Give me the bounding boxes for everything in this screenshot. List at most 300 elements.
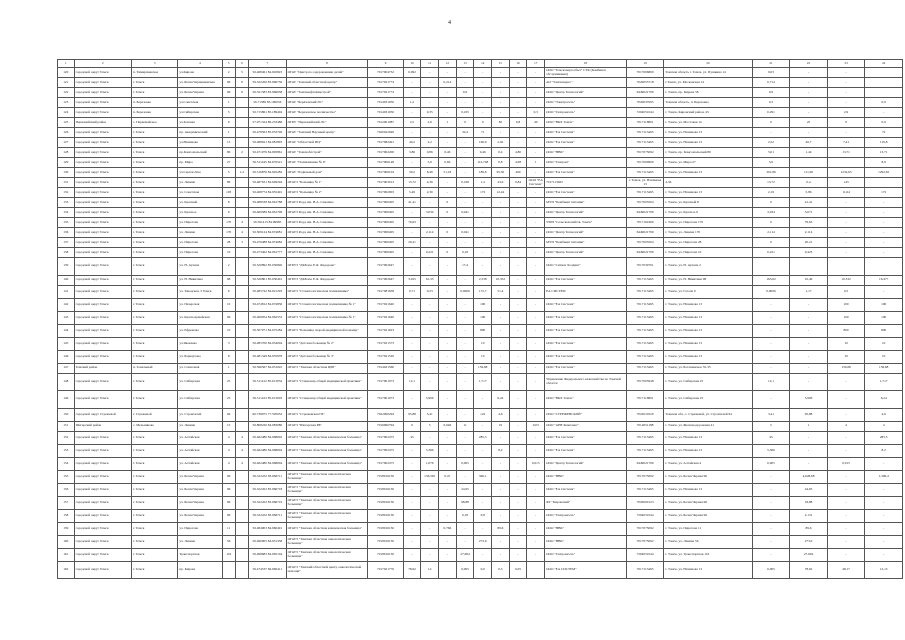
table-cell: 13,72 — [403, 178, 421, 188]
table-cell: г. Томск — [132, 285, 178, 298]
table-cell: городской округ Томск — [74, 444, 131, 457]
table-cell: 0,766 — [439, 522, 457, 535]
table-cell: 7017113465 — [626, 324, 664, 337]
table-cell: 7017075092 — [626, 522, 664, 535]
header-cell: 3 — [132, 60, 178, 68]
table-cell: 0 — [403, 421, 421, 431]
table-cell: г. Томск — [132, 350, 178, 363]
table-cell: 4,36 — [664, 178, 752, 188]
table-cell: 7017003013 — [368, 178, 403, 188]
table-cell: - — [790, 78, 828, 88]
table-cell: - — [527, 248, 545, 258]
table-cell: г. Томск, ул. Нахимова 13 — [664, 444, 752, 457]
table-cell: 56 — [222, 535, 235, 548]
table-cell: - — [474, 496, 492, 509]
table-cell: 96 — [222, 470, 235, 483]
table-cell: - — [474, 248, 492, 258]
table-cell: 7017113465 — [626, 444, 664, 457]
table-row — [58, 324, 903, 337]
table-cell: - — [827, 470, 865, 483]
table-cell: 0,3 — [527, 108, 545, 118]
table-cell: 7017021770 — [368, 561, 403, 579]
table-row — [58, 483, 903, 496]
table-cell: 8,46 — [421, 168, 439, 178]
table-cell: городской округ Томск — [74, 285, 131, 298]
table-cell: 7017006104 — [368, 168, 403, 178]
table-cell: городской округ Томск — [74, 248, 131, 258]
table-cell — [235, 509, 248, 522]
table-cell: 125 — [58, 118, 75, 128]
table-cell: 7017000405 — [368, 218, 403, 228]
table-cell — [752, 258, 790, 276]
table-cell: 56.488538 84.961788 — [249, 198, 287, 208]
table-cell: 159,68 — [865, 363, 903, 373]
table-cell: г. Томск — [132, 391, 178, 409]
table-cell: 56.462480 84.968604 — [249, 457, 287, 470]
table-cell: - — [509, 337, 527, 350]
table-cell: - — [474, 548, 492, 561]
table-cell: 7017021640 — [368, 298, 403, 311]
table-cell: 56.322452 83.966718 — [249, 483, 287, 496]
table-row — [58, 285, 903, 298]
table-cell: 4 — [865, 421, 903, 431]
table-cell: г. Томск, ул. Железнодорожная 41 — [664, 421, 752, 431]
table-cell: 2,6 — [421, 118, 439, 128]
table-cell: 0,423 — [790, 248, 828, 258]
table-cell: 7017001073 — [368, 373, 403, 391]
table-cell: г. Томск, ул. Красный 8 — [664, 198, 752, 208]
table-cell: 9 — [235, 78, 248, 88]
table-cell: г. Томск, ул. Мостовая 14 — [664, 118, 752, 128]
table-cell: - — [403, 483, 421, 496]
table-cell: - — [752, 337, 790, 350]
table-cell: - — [439, 138, 457, 148]
table-cell: - — [492, 208, 510, 218]
table-cell: - — [492, 509, 510, 522]
table-row — [58, 535, 903, 548]
table-cell: - — [456, 275, 474, 285]
table-cell: - — [456, 138, 474, 148]
table-cell: - — [456, 198, 474, 208]
table-cell: городской округ Томск — [74, 561, 131, 579]
table-cell: 100 — [474, 311, 492, 324]
table-cell: - — [439, 285, 457, 298]
table-cell: 0,9 — [456, 88, 474, 98]
table-cell: городской округ Томск — [74, 324, 131, 337]
table-cell: г. Томск — [132, 561, 178, 579]
table-cell: 0,8 — [492, 158, 510, 168]
table-cell: ул.Кирова — [178, 68, 222, 78]
table-cell: - — [509, 198, 527, 208]
table-cell: г. Томск, ул. Ленина 56 — [664, 535, 752, 548]
table-cell: ул. Красный — [178, 198, 222, 208]
table-cell: - — [509, 522, 527, 535]
table-cell: ул. Алтайская — [178, 444, 222, 457]
table-cell: 0 — [752, 218, 790, 228]
table-cell: 7017113465 — [626, 138, 664, 148]
table-cell: - — [474, 218, 492, 228]
table-cell: Томская обл., г. Стрежевой, ул. Строителей 94 — [664, 408, 752, 421]
table-cell: - — [790, 108, 828, 118]
table-cell: городской округ Томск — [74, 509, 131, 522]
table-cell: 56.485700 84.954004 — [249, 337, 287, 350]
table-cell — [235, 311, 248, 324]
table-cell: - — [752, 298, 790, 311]
table-cell: - — [456, 350, 474, 363]
table-cell: - — [752, 350, 790, 363]
table-cell: 7204051044 — [626, 108, 664, 118]
table-cell: - — [827, 444, 865, 457]
table-cell: 460 — [509, 168, 527, 178]
table-cell: городской округ Томск — [74, 311, 131, 324]
table-cell: 1 — [439, 118, 457, 128]
table-cell: 56.476488 84.974682 — [249, 238, 287, 248]
header-cell: 13 — [456, 60, 474, 68]
table-cell: 78,62 — [403, 561, 421, 579]
table-cell: - — [527, 78, 545, 88]
table-cell: 0,041 — [456, 208, 474, 218]
table-cell: Томская область г. Томск, ул. Пушкина 14 — [664, 68, 752, 78]
table-cell: - — [474, 78, 492, 88]
table-cell: 8,2 — [492, 444, 510, 457]
table-cell: - — [474, 98, 492, 108]
table-cell: ул. Белая Черная — [178, 509, 222, 522]
table-cell: ООО "ЕА Система" — [545, 128, 627, 138]
table-cell: Управление Федерального казначейства по Томской области — [545, 373, 627, 391]
table-cell: - — [492, 535, 510, 548]
table-cell: 56.487631 84.949294 — [249, 178, 287, 188]
table-cell: 78,62 — [790, 561, 828, 579]
table-cell: 7017113465 — [626, 483, 664, 496]
table-cell: - — [403, 324, 421, 337]
table-cell: - — [509, 238, 527, 248]
table-cell: - — [492, 431, 510, 444]
table-cell: 17,4 — [456, 258, 474, 276]
table-cell: 5 — [752, 421, 790, 431]
table-cell: 0,8 — [474, 509, 492, 522]
table-cell: 6,24 — [492, 391, 510, 409]
table-cell: 144 — [58, 324, 75, 337]
table-cell: - — [421, 496, 439, 509]
table-cell: 7017006800 — [626, 68, 664, 78]
table-cell: 100 — [474, 298, 492, 311]
table-cell: - — [509, 324, 527, 337]
table-cell: г. Томск, ул. Гоголя 9 — [664, 285, 752, 298]
table-cell: 56.462480 84.968602 — [249, 431, 287, 444]
table-cell: 143 — [827, 178, 865, 188]
table-cell: городской округ Томск — [74, 522, 131, 535]
table-cell: городской округ Томск — [74, 88, 131, 98]
table-cell: - — [492, 373, 510, 391]
table-cell: - — [527, 198, 545, 208]
table-cell: 7018016130 — [368, 509, 403, 522]
table-cell: 0 — [752, 238, 790, 248]
table-cell: - — [439, 483, 457, 496]
table-cell: 7017002647 — [368, 258, 403, 276]
table-cell: 7017003504 — [626, 238, 664, 248]
table-cell: г. Томск — [132, 148, 178, 158]
table-cell: г. Томск, ул. Красное 6 — [664, 208, 752, 218]
table-cell: городской округ Томск — [74, 457, 131, 470]
table-cell: 10 — [474, 337, 492, 350]
table-cell: 2 — [222, 258, 235, 276]
table-cell: - — [527, 208, 545, 218]
table-cell: ул. Алтайская — [178, 457, 222, 470]
table-cell: - — [421, 311, 439, 324]
table-cell: - — [509, 258, 527, 276]
table-cell: - — [474, 444, 492, 457]
header-cell: 14 — [474, 60, 492, 68]
table-cell: - — [509, 509, 527, 522]
table-cell: - — [527, 275, 545, 285]
table-cell: - — [456, 298, 474, 311]
table-cell: 0,05 — [509, 561, 527, 579]
table-cell: ООО "Газпром" — [545, 158, 627, 168]
table-cell: городской округ Томск — [74, 98, 131, 108]
table-cell: - — [474, 88, 492, 98]
table-cell: 10 — [474, 350, 492, 363]
table-cell: 56.490005 84.951358 — [249, 535, 287, 548]
table-cell: ОГАУ "Томский Научный центр" — [286, 128, 368, 138]
table-cell: 56.516876 84.945282 — [249, 168, 287, 178]
table-cell: городской округ Томск — [74, 470, 131, 483]
table-cell: 0,005 — [752, 457, 790, 470]
table-cell: 7017001073 — [368, 391, 403, 409]
table-cell: - — [421, 431, 439, 444]
table-cell: 0,9 — [865, 98, 903, 108]
table-cell: - — [752, 509, 790, 522]
table-cell — [527, 561, 545, 579]
table-cell: - — [492, 88, 510, 98]
table-cell: 79,63 — [790, 218, 828, 228]
table-cell: ул. Белая Черная — [178, 496, 222, 509]
table-cell: - — [752, 128, 790, 138]
table-cell: ООО "Центр Технологий" — [545, 228, 627, 238]
table-cell: - — [790, 337, 828, 350]
table-cell: 2,2 — [421, 138, 439, 148]
table-cell: - — [439, 457, 457, 470]
table-cell: ул. Ленина — [178, 178, 222, 188]
table-cell: 6449021790 — [626, 248, 664, 258]
table-row — [58, 148, 903, 158]
header-cell: 7 — [249, 60, 287, 68]
table-cell: 56.511423 85.013003 — [249, 391, 287, 409]
table-cell: пр. Академический — [178, 128, 222, 138]
table-cell: ОГАУЗ "Шегарская РБ" — [286, 421, 368, 431]
table-cell: 12,1 — [752, 373, 790, 391]
table-cell: г. Томск, ул. Нахимова 13 — [664, 431, 752, 444]
table-cell: 0,005 — [456, 457, 474, 470]
table-cell: - — [527, 138, 545, 148]
table-cell: 82 — [492, 118, 510, 128]
table-cell: 56.591413 84.99985 — [249, 218, 287, 228]
table-cell: - — [439, 218, 457, 228]
table-cell: 159 — [58, 522, 75, 535]
table-cell: 7017021774 — [368, 78, 403, 88]
table-cell: ОГАУЗ Родд. им. Н.А. Семашко — [286, 198, 368, 208]
table-cell: 56.322452 83.966711 — [249, 509, 287, 522]
table-cell: - — [527, 522, 545, 535]
table-cell: ОГАУЗ "Томская областная онкологическая больница" — [286, 548, 368, 561]
table-cell: ОГАУЗ Родд. им. Н.А. Семашко — [286, 228, 368, 238]
table-cell — [865, 68, 903, 78]
table-cell: 2,131 — [790, 509, 828, 522]
table-cell: - — [474, 457, 492, 470]
table-cell: 7017113465 — [626, 350, 664, 363]
table-cell: 0,4 — [790, 178, 828, 188]
table-cell: 2,114 — [752, 228, 790, 238]
table-cell: 10 — [222, 298, 235, 311]
table-cell: 155 — [58, 470, 75, 483]
page-number: 4 — [448, 20, 451, 26]
table-cell: 7017113465 — [545, 178, 627, 188]
table-cell: - — [403, 228, 421, 238]
table-cell — [235, 470, 248, 483]
table-cell: ул. Белая Черная — [178, 470, 222, 483]
table-cell: - — [527, 363, 545, 373]
table-cell: 5,01 — [752, 148, 790, 158]
table-cell: - — [456, 522, 474, 535]
table-cell: 0,0 — [474, 561, 492, 579]
table-cell: ООО "Центр Технологий" — [545, 208, 627, 218]
table-cell: 5,49 — [403, 188, 421, 198]
table-cell: - — [827, 548, 865, 561]
table-cell: 1 — [222, 98, 235, 108]
table-cell: городской округ Томск — [74, 208, 131, 218]
table-cell: 7017003504 — [626, 198, 664, 208]
table-cell: 46,7 — [790, 138, 828, 148]
table-cell: 2,92 — [492, 138, 510, 148]
table-cell: - — [456, 98, 474, 108]
table-cell: - — [403, 258, 421, 276]
table-cell: - — [527, 311, 545, 324]
table-cell: городской округ Томск — [74, 78, 131, 88]
table-row — [58, 178, 903, 188]
table-cell: г.Томск, ул. Московская 14 — [664, 78, 752, 88]
table-cell: ООО "ЕА Система" — [545, 324, 627, 337]
table-cell: - — [474, 108, 492, 118]
table-cell: г. Томск, ул. Нахимова 13 — [664, 324, 752, 337]
table-cell — [235, 248, 248, 258]
table-cell: городской округ Томск — [74, 548, 131, 561]
table-cell: - — [492, 324, 510, 337]
table-cell: 6,24 — [865, 391, 903, 409]
table-cell: 7017021520 — [368, 350, 403, 363]
table-cell: 170 — [222, 218, 235, 228]
table-cell: - — [827, 198, 865, 208]
table-cell: 7017113465 — [626, 298, 664, 311]
table-cell: - — [439, 258, 457, 276]
table-cell: 56.471079 84.995861 — [249, 148, 287, 158]
table-cell — [865, 258, 903, 276]
table-cell: - — [827, 128, 865, 138]
table-cell: - — [527, 298, 545, 311]
table-cell: 28 — [222, 238, 235, 248]
table-cell: 3,034 — [752, 208, 790, 218]
table-row — [58, 168, 903, 178]
table-cell: - — [474, 483, 492, 496]
table-cell: городской округ Томск — [74, 188, 131, 198]
table-cell: 2,30 — [421, 188, 439, 198]
table-row — [58, 373, 903, 391]
header-cell: 8 — [286, 60, 368, 68]
table-row — [58, 337, 903, 350]
table-cell: городской округ Стрежевой — [74, 408, 131, 421]
header-cell: 19 — [626, 60, 664, 68]
table-cell: 7020037065 — [626, 98, 664, 108]
table-cell: 1232,65 — [827, 168, 865, 178]
table-cell: - — [509, 88, 527, 98]
header-cell: 15 — [492, 60, 510, 68]
table-cell: 98,88 — [456, 496, 474, 509]
table-cell: - — [790, 128, 828, 138]
table-cell: 9 — [222, 118, 235, 128]
table-cell: - — [509, 470, 527, 483]
table-cell: - — [456, 408, 474, 421]
table-cell: 0,015 — [527, 457, 545, 470]
table-cell: 10,49 — [790, 275, 828, 285]
table-cell: ОГАУЗ "Стоматологическая поликлиника № 1" — [286, 311, 368, 324]
table-cell: - — [752, 311, 790, 324]
table-cell: - — [492, 218, 510, 228]
table-cell: 56.488021 84.981893 — [249, 138, 287, 148]
table-cell: 56.474537 84.960411 — [249, 561, 287, 579]
table-cell: ОГАУЗ "Томская областная ЦРБ" — [286, 363, 368, 373]
table-cell: - — [527, 238, 545, 248]
table-cell: с. Первомайское — [132, 118, 178, 128]
table-cell: 145 — [58, 337, 75, 350]
table-cell: - — [790, 98, 828, 108]
table-cell: городской округ Томск — [74, 535, 131, 548]
table-cell: ул. Барнаулова — [178, 350, 222, 363]
table-cell: - — [492, 496, 510, 509]
table-cell: ООО "Центр Технологий" — [545, 248, 627, 258]
table-cell: - — [827, 88, 865, 98]
table-cell: 0,0006 — [456, 285, 474, 298]
table-cell: городской округ Томск — [74, 168, 131, 178]
table-cell: г. Томск — [132, 522, 178, 535]
table-cell — [235, 496, 248, 509]
table-cell: ООО "Электросеть" — [545, 98, 627, 108]
table-cell: - — [827, 431, 865, 444]
table-cell: г. Томск — [132, 509, 178, 522]
table-cell: - — [492, 470, 510, 483]
table-cell: 0 — [827, 118, 865, 128]
table-cell: 0,71 — [403, 285, 421, 298]
table-cell: - — [492, 238, 510, 248]
table-cell: 10 — [865, 350, 903, 363]
table-cell: г. Томск, ул. Нахимова 13 — [626, 178, 664, 188]
table-cell: 146 — [58, 350, 75, 363]
table-cell: 0,03 — [527, 421, 545, 431]
table-cell: 7017113465 — [626, 168, 664, 178]
table-cell: 1 — [790, 421, 828, 431]
table-cell: 4,628,68 — [790, 470, 828, 483]
table-cell: 0,35 — [421, 108, 439, 118]
table-cell: 96 — [222, 78, 235, 88]
table-cell: 0,015 — [827, 457, 865, 470]
table-cell: - — [403, 535, 421, 548]
table-cell — [235, 350, 248, 363]
table-cell: 3 — [235, 238, 248, 248]
table-cell: - — [439, 188, 457, 198]
table-cell: 7017005948 — [626, 373, 664, 391]
header-cell: 16 — [509, 60, 527, 68]
table-cell: - — [403, 158, 421, 168]
header-cell: 21 — [752, 60, 790, 68]
table-cell: 112,748 — [474, 158, 492, 168]
table-cell: - — [403, 363, 421, 373]
